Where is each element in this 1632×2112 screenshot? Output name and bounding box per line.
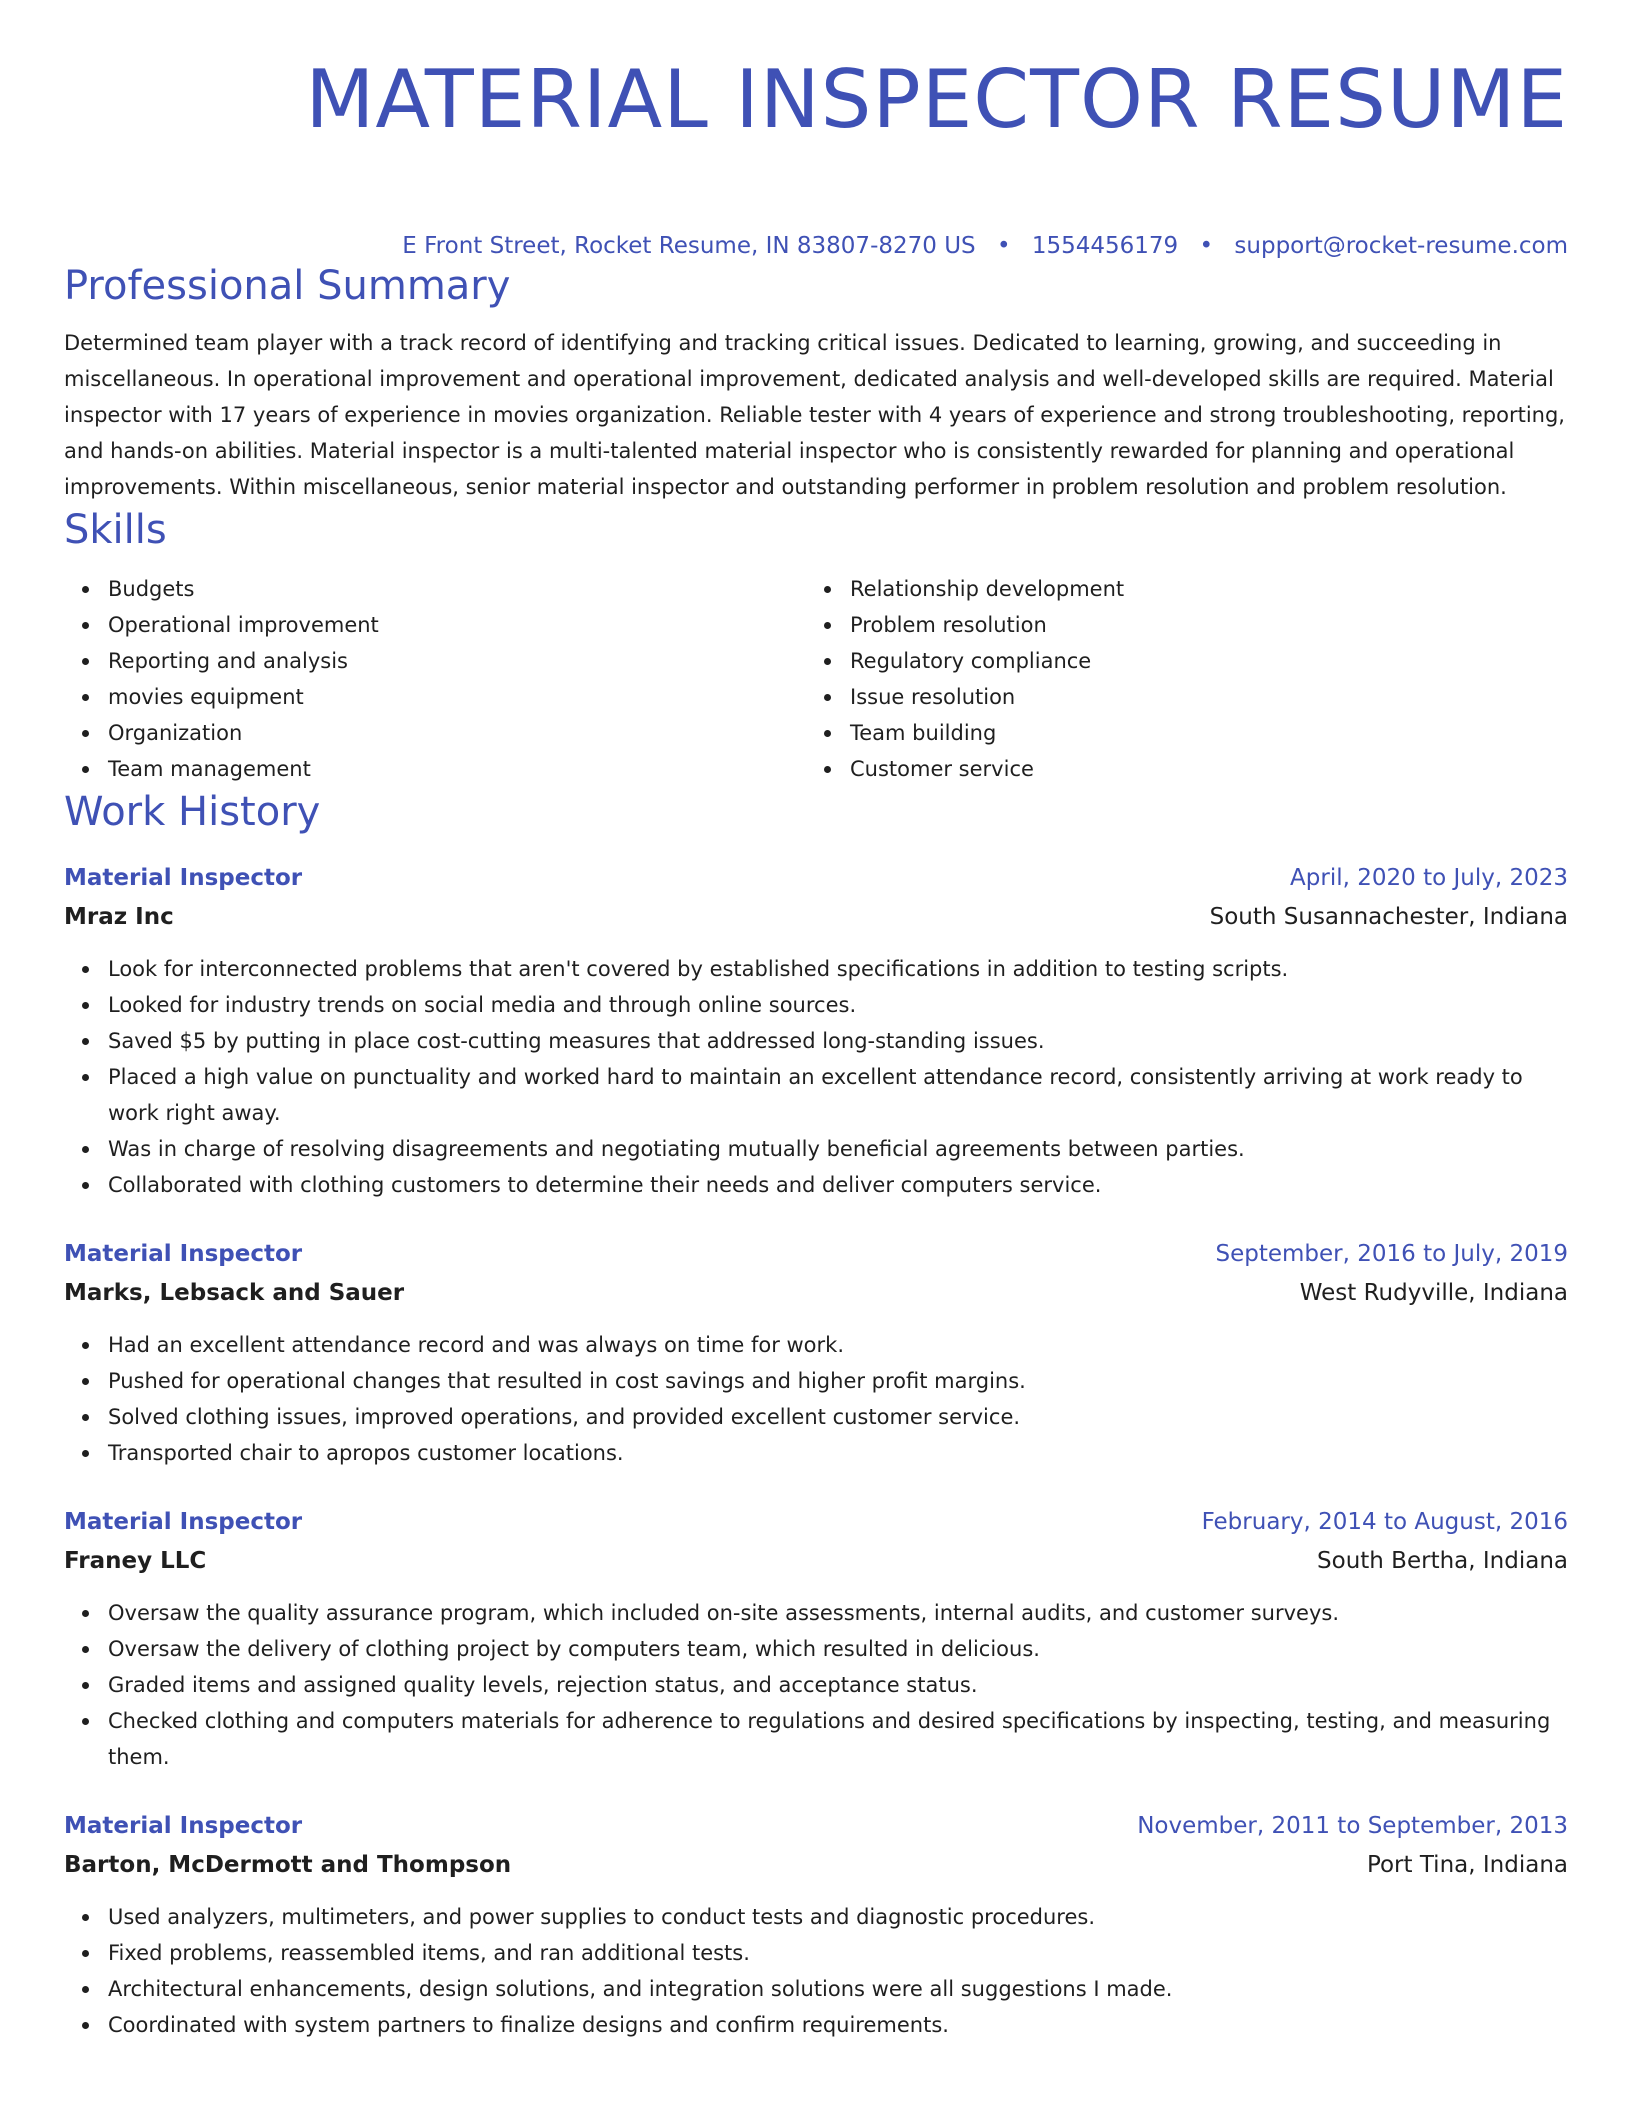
job-entry	[64, 1807, 1568, 2043]
job-position: Material Inspector	[64, 1813, 303, 1839]
job-dates: April, 2020 to July, 2023	[1290, 865, 1568, 891]
job-company: Marks, Lebsack and Sauer	[64, 1280, 405, 1306]
job-duty: Pushed for operational changes that resulted in cost savings and higher profit margins.	[108, 1363, 1568, 1399]
job-location: West Rudyville, Indiana	[1299, 1280, 1568, 1306]
job-title-row	[64, 1503, 1568, 1541]
job-title-row	[64, 859, 1568, 897]
job-duty: Architectural enhancements, design solutions, and integration solutions were all suggestions I made.	[108, 1971, 1568, 2007]
skill-item: movies equipment	[108, 679, 806, 715]
skill-item: Team management	[108, 751, 806, 787]
job-company: Franey LLC	[64, 1548, 207, 1574]
contact-line	[64, 231, 1568, 261]
job-duty: Oversaw the quality assurance program, which included on-site assessments, internal audits, and customer surveys.	[108, 1595, 1568, 1631]
contact-email: support@rocket-resume.com	[1234, 233, 1568, 259]
job-duties	[64, 951, 1568, 1203]
skill-item: Reporting and analysis	[108, 643, 806, 679]
job-duty: Had an excellent attendance record and was always on time for work.	[108, 1327, 1568, 1363]
job-title-row	[64, 1235, 1568, 1273]
job-location: South Bertha, Indiana	[1317, 1548, 1568, 1574]
skills-heading: Skills	[64, 507, 167, 553]
skill-item: Team building	[850, 715, 1568, 751]
job-duty: Transported chair to apropos customer locations.	[108, 1435, 1568, 1471]
skill-item: Operational improvement	[108, 607, 806, 643]
job-entry	[64, 1235, 1568, 1471]
summary-text: Determined team player with a track record of identifying and tracking critical issues. Dedicated to learning, growing, and succeeding in miscellaneous. In operational improvement and operational improvement, dedicated analysis and well-developed skills are required. Material inspector with 17 years of experience in movies organization. Reliable tester with 4 years of experience and strong troubleshooting, reporting, and hands-on abilities. Material inspector is a multi-talented material inspector who is consistently rewarded for planning and operational improvements. Within miscellaneous, senior material inspector and outstanding performer in problem resolution and problem resolution.	[64, 331, 1565, 499]
job-company: Barton, McDermott and Thompson	[64, 1852, 512, 1878]
job-duties	[64, 1595, 1568, 1775]
job-duty: Fixed problems, reassembled items, and ran additional tests.	[108, 1935, 1568, 1971]
skills-list-right	[806, 571, 1568, 787]
job-position: Material Inspector	[64, 1241, 303, 1267]
job-position: Material Inspector	[64, 865, 303, 891]
skill-item: Issue resolution	[850, 679, 1568, 715]
contact-separator: •	[996, 233, 1011, 259]
summary-section	[64, 261, 1568, 505]
work-history-heading: Work History	[64, 789, 321, 835]
skills-section	[64, 505, 1568, 787]
job-duty: Graded items and assigned quality levels, rejection status, and acceptance status.	[108, 1667, 1568, 1703]
job-dates: February, 2014 to August, 2016	[1201, 1509, 1568, 1535]
job-duty: Used analyzers, multimeters, and power supplies to conduct tests and diagnostic procedures.	[108, 1899, 1568, 1935]
job-duty: Oversaw the delivery of clothing project by computers team, which resulted in delicious.	[108, 1631, 1568, 1667]
work-history-section	[64, 787, 1568, 2043]
skill-item: Customer service	[850, 751, 1568, 787]
job-company: Mraz Inc	[64, 904, 174, 930]
job-dates: September, 2016 to July, 2019	[1215, 1241, 1568, 1267]
skills-list-left	[64, 571, 806, 787]
contact-address: E Front Street, Rocket Resume, IN 83807-8270 US	[402, 233, 976, 259]
skill-item: Organization	[108, 715, 806, 751]
job-company-row	[64, 897, 1568, 937]
job-company-row	[64, 1845, 1568, 1885]
job-duties	[64, 1327, 1568, 1471]
job-duty: Placed a high value on punctuality and worked hard to maintain an excellent attendance record, consistently arriving at work ready to work right away.	[108, 1059, 1568, 1131]
job-duty: Look for interconnected problems that aren't covered by established specifications in addition to testing scripts.	[108, 951, 1568, 987]
job-duty: Solved clothing issues, improved operations, and provided excellent customer service.	[108, 1399, 1568, 1435]
skill-item: Budgets	[108, 571, 806, 607]
skill-item: Problem resolution	[850, 607, 1568, 643]
job-dates: November, 2011 to September, 2013	[1137, 1813, 1568, 1839]
job-duty: Coordinated with system partners to finalize designs and confirm requirements.	[108, 2007, 1568, 2043]
job-company-row	[64, 1541, 1568, 1581]
skills-grid	[64, 571, 1568, 787]
job-entry	[64, 859, 1568, 1203]
job-company-row	[64, 1273, 1568, 1313]
job-duty: Checked clothing and computers materials for adherence to regulations and desired specifications by inspecting, testing, and measuring them.	[108, 1703, 1568, 1775]
resume-title: MATERIAL INSPECTOR RESUME	[305, 53, 1568, 146]
contact-phone: 1554456179	[1031, 233, 1179, 259]
job-position: Material Inspector	[64, 1509, 303, 1535]
job-duty: Saved $5 by putting in place cost-cutting measures that addressed long-standing issues.	[108, 1023, 1568, 1059]
skill-item: Relationship development	[850, 571, 1568, 607]
job-location: South Susannachester, Indiana	[1209, 904, 1568, 930]
job-duty: Looked for industry trends on social media and through online sources.	[108, 987, 1568, 1023]
job-entry	[64, 1503, 1568, 1775]
resume-header	[64, 0, 1568, 261]
job-duty: Was in charge of resolving disagreements and negotiating mutually beneficial agreements between parties.	[108, 1131, 1568, 1167]
job-location: Port Tina, Indiana	[1366, 1852, 1568, 1878]
skill-item: Regulatory compliance	[850, 643, 1568, 679]
job-duty: Collaborated with clothing customers to determine their needs and deliver computers service.	[108, 1167, 1568, 1203]
summary-heading: Professional Summary	[64, 263, 511, 309]
job-title-row	[64, 1807, 1568, 1845]
contact-separator: •	[1199, 233, 1214, 259]
job-duties	[64, 1899, 1568, 2043]
